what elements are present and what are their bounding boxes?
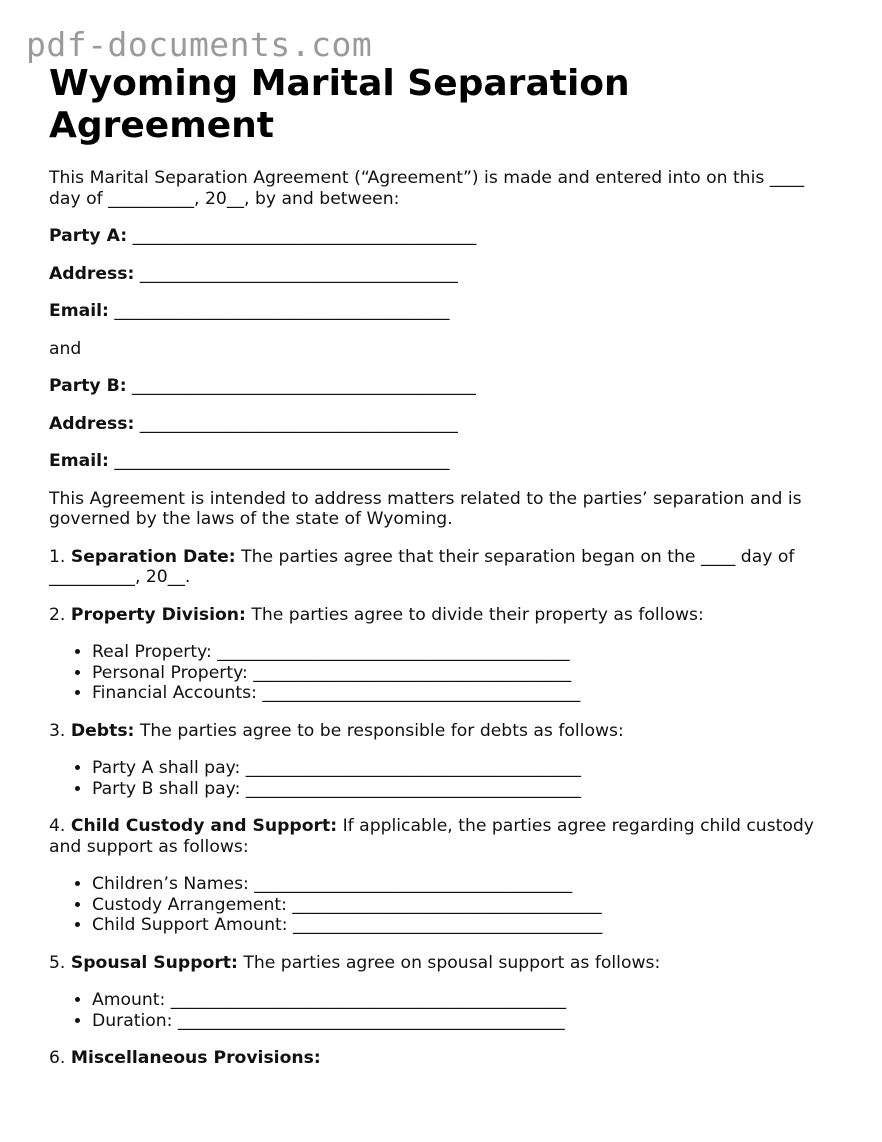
governing-law-paragraph: This Agreement is intended to address matters related to the parties’ separation and is governed by the laws of the state of Wyoming. xyxy=(49,488,802,529)
intro-paragraph: This Marital Separation Agreement (“Agreement”) is made and entered into on this ____ day of __________, 20__, by and between: xyxy=(49,168,805,209)
section-2 xyxy=(49,605,839,626)
party-a-address-label: Address: xyxy=(49,263,135,284)
section-1-heading: Separation Date: xyxy=(70,546,236,567)
list-item: • Duration: _____________________________________________ xyxy=(92,1011,839,1032)
list-item: • Children’s Names: _____________________________________ xyxy=(92,874,839,895)
party-a-address-blank: _____________________________________ xyxy=(134,263,458,284)
watermark: pdf-documents.com xyxy=(26,25,373,64)
and-text: and xyxy=(49,338,82,359)
spousal-support-list xyxy=(49,990,839,1031)
child-custody-list xyxy=(49,874,839,936)
list-item: • Custody Arrangement: ____________________________________ xyxy=(92,895,839,916)
section-3-text: The parties agree to be responsible for debts as follows: xyxy=(134,720,624,741)
section-4-number: 4. xyxy=(49,816,71,836)
party-b-address-blank: _____________________________________ xyxy=(134,413,458,434)
document-body xyxy=(49,168,839,1086)
party-a-name-blank: ________________________________________ xyxy=(127,226,477,246)
party-a-address-line xyxy=(49,264,839,285)
list-item: • Amount: ______________________________________________ xyxy=(92,990,839,1011)
section-3 xyxy=(49,721,839,742)
list-item: • Financial Accounts: _____________________________________ xyxy=(92,683,839,704)
section-6-number: 6. xyxy=(49,1048,71,1068)
party-a-email-blank: _______________________________________ xyxy=(108,301,450,321)
section-1-text: The parties agree that their separation began on the ____ day of __________, 20__. xyxy=(49,546,795,587)
list-item: • Party B shall pay: _______________________________________ xyxy=(92,779,839,800)
debts-list xyxy=(49,758,839,799)
party-b-address-label: Address: xyxy=(49,413,135,434)
party-b-email-label: Email: xyxy=(49,451,109,471)
section-6-heading: Miscellaneous Provisions: xyxy=(70,1048,321,1068)
party-b-name-line xyxy=(49,376,839,397)
section-4 xyxy=(49,816,839,857)
section-5-heading: Spousal Support: xyxy=(70,952,238,973)
party-a-email-label: Email: xyxy=(49,301,109,321)
list-item: • Party A shall pay: _______________________________________ xyxy=(92,758,839,779)
party-b-email-line xyxy=(49,451,839,472)
document-title: Wyoming Marital Separation Agreement xyxy=(49,63,630,146)
section-2-heading: Property Division: xyxy=(70,604,246,625)
party-b-name-label: Party B: xyxy=(49,376,127,396)
party-b-email-blank: _______________________________________ xyxy=(108,451,450,471)
section-5 xyxy=(49,953,839,974)
party-a-name-label: Party A: xyxy=(49,226,128,246)
section-2-number: 2. xyxy=(49,604,71,625)
section-3-heading: Debts: xyxy=(70,720,135,741)
section-4-text: If applicable, the parties agree regarding child custody and support as follows: xyxy=(49,816,814,857)
list-item: • Personal Property: _____________________________________ xyxy=(92,663,839,684)
section-1-number: 1. xyxy=(49,546,71,567)
list-item: • Child Support Amount: ____________________________________ xyxy=(92,915,839,936)
section-5-text: The parties agree on spousal support as follows: xyxy=(237,952,661,973)
party-b-name-blank: ________________________________________ xyxy=(126,376,476,396)
party-b-address-line xyxy=(49,414,839,435)
section-3-number: 3. xyxy=(49,720,71,741)
section-6 xyxy=(49,1048,839,1069)
section-2-text: The parties agree to divide their property as follows: xyxy=(245,604,704,625)
party-a-email-line xyxy=(49,301,839,322)
party-a-name-line xyxy=(49,226,839,247)
section-1 xyxy=(49,547,839,588)
section-4-heading: Child Custody and Support: xyxy=(70,816,338,836)
property-list xyxy=(49,642,839,704)
section-5-number: 5. xyxy=(49,952,71,973)
list-item: • Real Property: _________________________________________ xyxy=(92,642,839,663)
